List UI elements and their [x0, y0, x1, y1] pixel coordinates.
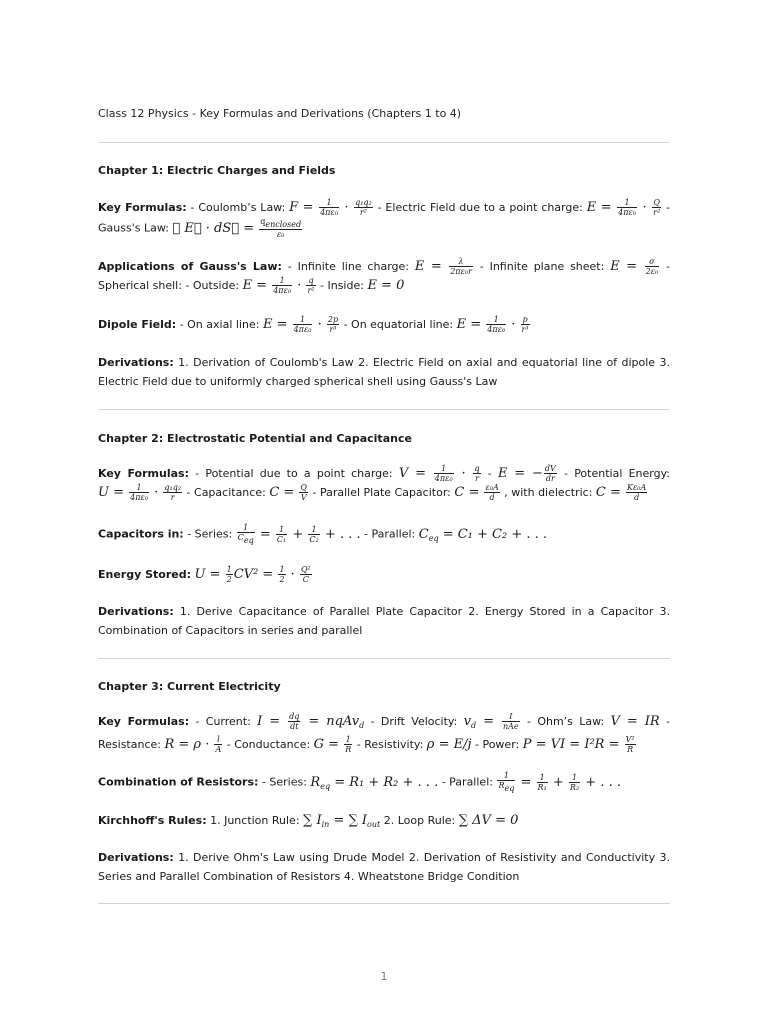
formula: $v_d$ = I nAe — [463, 712, 519, 731]
formula: I = $\frac{dq}{dt}$ = nqAv$_d$ — [257, 712, 365, 731]
section-divider — [98, 903, 670, 904]
label: Kirchhoff's Rules: — [98, 814, 207, 827]
ch3-derivations — [98, 848, 670, 886]
formula: U = $\frac{1}{2}$ CV² = $\frac{1}{2}$ · $\frac{\text{Q²}}{C}$ — [194, 565, 311, 584]
text: - Gauss's Law: — [98, 201, 671, 235]
text: - Electric Field due to a point charge: — [373, 201, 587, 214]
formula: G = $\frac{1}{R}$ — [313, 735, 352, 754]
ch3-combination-resistors — [98, 771, 670, 796]
formula: V = $\frac{1}{\text{4πε₀}}$ · $\frac{q}{r}$ — [398, 464, 480, 483]
ch2-key-formulas: Key Formulas: - Potential due to a point charge: V = $\frac{1}{\text{4πε₀}}$ · $\frac{q}{r}$ - E = − $\frac{dV}{dr}$ - Potential Energy: U = $\frac{1}{\text{4πε₀}}$ · $\frac{\text{q₁q₂}}{r}$ - Capacitance: C = $\frac{Q}{V}$ - Parallel Plate Capacitor: C = $\frac{\text{ε₀A}}{d}$ , with dielectric: C = $\frac{\text{Kε₀A}}{d}$ — [98, 464, 670, 502]
section-divider — [98, 142, 670, 143]
text: - Resistivity: — [353, 738, 427, 751]
formula: V = IR — [610, 714, 660, 729]
formula: ρ = E/j — [426, 737, 472, 752]
text: - Capacitance: — [183, 486, 270, 499]
text: - Coulomb’s Law: — [186, 201, 290, 214]
formula: C = $\frac{Q}{V}$ — [269, 483, 307, 502]
text: - On axial line: — [176, 318, 263, 331]
label: Key Formulas: — [98, 201, 187, 214]
label: Derivations: — [98, 605, 174, 618]
label: Derivations: — [98, 851, 174, 864]
text: 2. Loop Rule: — [380, 814, 459, 827]
formula: E = $\frac{1}{\text{4πε₀}}$ · $\frac{Q}{\text{r²}}$ — [586, 198, 661, 217]
chapter-2-title: Chapter 2: Electrostatic Potential and Capacitance — [98, 432, 412, 445]
ch2-energy-stored — [98, 565, 670, 584]
text: - Drift Velocity: — [364, 715, 464, 728]
text: - Ohm’s Law: — [520, 715, 611, 728]
formula: E = 0 — [367, 278, 405, 293]
formula: $C_{eq} = C_1 + C_2$ + . . . — [418, 526, 548, 543]
text: 1. Junction Rule: — [206, 814, 304, 827]
text: - Parallel: — [438, 775, 497, 789]
text: - Infinite plane sheet: — [473, 260, 611, 273]
section-divider — [98, 409, 670, 410]
formula: ∑ ΔV = 0 — [458, 813, 519, 828]
text: - Series: — [183, 527, 236, 541]
formula: E = $\frac{1}{\text{4πε₀}}$ · $\frac{2p}{\text{r³}}$ — [262, 315, 339, 334]
formula: ∮ E⃗ · dS⃗ = qenclosed ε₀ — [172, 217, 302, 239]
ch3-kirchhoff-rules — [98, 811, 670, 834]
ch1-gauss-applications — [98, 257, 670, 295]
text: - Inside: — [316, 279, 368, 292]
label: Applications of Gauss's Law: — [98, 260, 282, 273]
formula: C = $\frac{\text{Kε₀A}}{d}$ — [595, 483, 647, 502]
section-divider — [98, 658, 670, 659]
label: Key Formulas: — [98, 715, 190, 728]
formula: ∑ $I_{in}$ = ∑ $I_{out}$ — [303, 813, 381, 829]
text: - Resistance: — [98, 715, 671, 751]
text: , with dielectric: — [500, 486, 596, 499]
ch2-capacitors-in — [98, 523, 670, 548]
formula: E = − $\frac{dV}{dr}$ — [497, 464, 556, 483]
label: Key Formulas: — [98, 467, 189, 480]
formula: F = $\frac{1}{\text{4πε₀}}$ · $\frac{\text{q₁q₂}}{\text{r²}}$ — [289, 198, 372, 217]
text: 1. Derive Ohm's Law using Drude Model 2. Derivation of Resistivity and Conductivity 3. Series and Parallel Combination of Resistors 4. Wheatstone Bridge Condition — [98, 851, 670, 883]
formula: E = $\frac{1}{\text{4πε₀}}$ · $\frac{q}{\text{r²}}$ — [242, 276, 315, 295]
ch1-derivations — [98, 353, 670, 391]
text: - Spherical shell: - Outside: — [98, 260, 670, 292]
ch1-key-formulas — [98, 198, 670, 239]
text: - Series: — [258, 775, 311, 789]
text: - Power: — [471, 738, 523, 751]
ch1-dipole-field — [98, 315, 670, 334]
text: - Potential due to a point charge: — [188, 467, 399, 480]
text: - Conductance: — [223, 738, 314, 751]
text: - Current: — [189, 715, 258, 728]
label: Capacitors in: — [98, 527, 184, 541]
chapter-1-title: Chapter 1: Electric Charges and Fields — [98, 164, 336, 177]
formula: U = $\frac{1}{\text{4πε₀}}$ · $\frac{\text{q₁q₂}}{r}$ — [98, 483, 182, 502]
label: Energy Stored: — [98, 568, 192, 581]
formula: $R_{eq} = R_1 + R_2$ + . . . — [310, 774, 439, 791]
formula: C = $\frac{\text{ε₀A}}{d}$ — [454, 483, 499, 502]
text: 1. Derivation of Coulomb's Law 2. Electric Field on axial and equatorial line of dipole 3. Electric Field due to uniformly charged spherical shell using Gauss's Law — [98, 356, 670, 388]
formula: 1 Req = $\frac{1}{\text{R₁}}$ + $\frac{1}{\text{R₂}}$ + . . . — [498, 771, 621, 793]
ch2-derivations — [98, 602, 670, 640]
page-number: 1 — [380, 970, 388, 983]
ch3-key-formulas — [98, 712, 670, 754]
formula: E = $\frac{1}{\text{4πε₀}}$ · $\frac{p}{\text{r³}}$ — [456, 315, 529, 334]
formula: E = $\frac{\sigma}{\text{2ε₀}}$ — [610, 257, 659, 276]
formula: R = ρ · $\frac{l}{A}$ — [164, 735, 222, 754]
label: Derivations: — [98, 356, 174, 369]
formula: E = $\frac{\lambda}{\text{2πε₀r}}$ — [414, 257, 472, 276]
formula: 1 Ceq = $\frac{1}{\text{C₁}}$ + $\frac{1}{\text{C₂}}$ + . . . — [237, 523, 361, 545]
text: - Potential Energy: — [557, 467, 670, 480]
text: - Infinite line charge: — [281, 260, 415, 273]
label: Dipole Field: — [98, 318, 177, 331]
formula: P = VI = I²R = $\frac{\text{V²}}{R}$ — [522, 735, 635, 754]
text: - On equatorial line: — [340, 318, 457, 331]
text: 1. Derive Capacitance of Parallel Plate Capacitor 2. Energy Stored in a Capacitor 3. Combination of Capacitors in series and parallel — [98, 605, 670, 637]
document-title: Class 12 Physics - Key Formulas and Derivations (Chapters 1 to 4) — [98, 107, 462, 120]
text: - Parallel Plate Capacitor: — [308, 486, 455, 499]
text: - Parallel: — [360, 527, 419, 541]
chapter-3-title: Chapter 3: Current Electricity — [98, 680, 281, 693]
label: Combination of Resistors: — [98, 775, 259, 789]
